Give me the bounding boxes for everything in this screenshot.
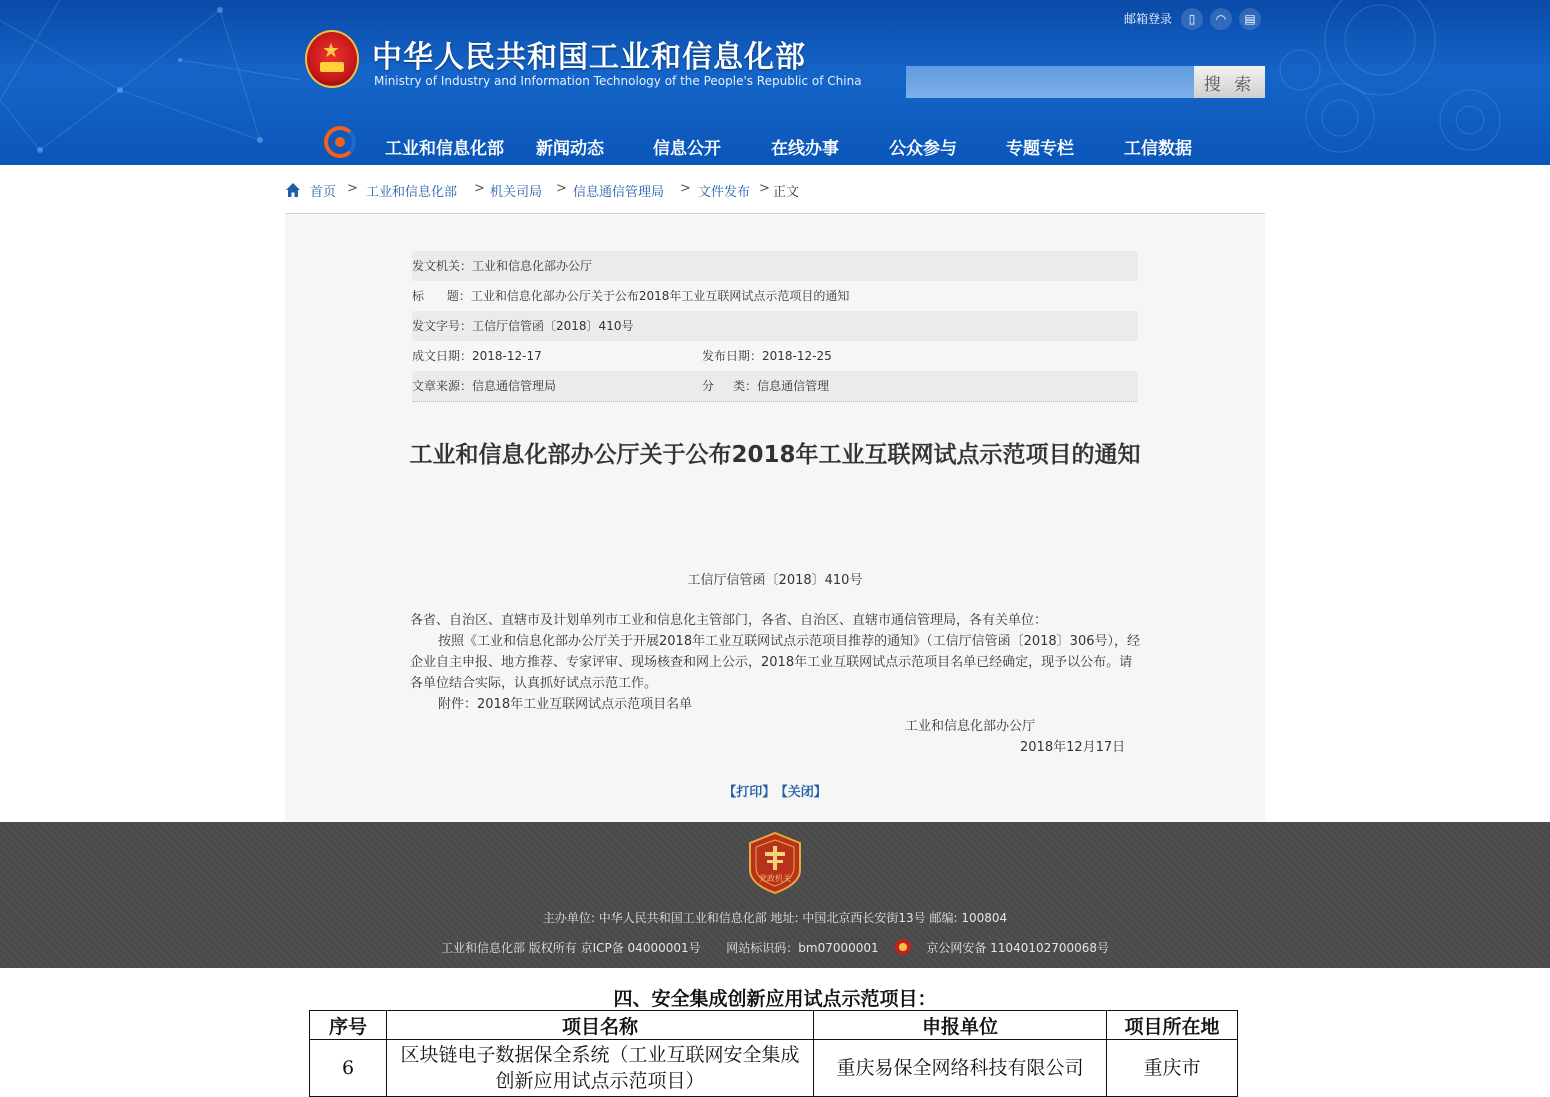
- breadcrumb: [285, 180, 1265, 214]
- cell-project-name: 区块链电子数据保全系统（工业互联网安全集成创新应用试点示范项目）: [387, 1040, 814, 1097]
- search-input[interactable]: [906, 66, 1194, 98]
- meta-category: 信息通信管理: [757, 379, 830, 393]
- meta-row-title: [412, 281, 1138, 311]
- meta-label: 发文字号：: [412, 319, 473, 333]
- attachment-heading: 四、安全集成创新应用试点示范项目：: [613, 988, 937, 1010]
- rss-icon[interactable]: ◠: [1210, 8, 1232, 30]
- article-panel: [285, 215, 1265, 822]
- weibo-icon[interactable]: ▤: [1239, 8, 1261, 30]
- footer-copyright[interactable]: 工业和信息化部 版权所有 京ICP备 04000001号: [440, 941, 701, 955]
- close-link[interactable]: 【关闭】: [781, 785, 827, 800]
- meta-doc-number: 工信厅信管函〔2018〕410号: [472, 319, 634, 333]
- meta-label: 发布日期：: [702, 349, 763, 363]
- breadcrumb-home[interactable]: 首页: [310, 185, 337, 200]
- site-footer: [0, 822, 1550, 968]
- police-badge-icon[interactable]: [895, 939, 911, 955]
- meta-published-date: 2018-12-25: [762, 349, 832, 363]
- column-header-name: 项目名称: [387, 1011, 814, 1040]
- breadcrumb-documents[interactable]: 文件发布: [698, 185, 751, 200]
- site-header: [0, 0, 1550, 165]
- national-emblem-icon[interactable]: [305, 30, 359, 88]
- mobile-icon[interactable]: ▯: [1181, 8, 1203, 30]
- attachment-table: [309, 1010, 1238, 1097]
- breadcrumb-separator: >: [680, 181, 691, 196]
- document-number: 工信厅信管函〔2018〕410号: [687, 573, 863, 588]
- meta-created-date: 2018-12-17: [472, 349, 542, 363]
- breadcrumb-bureau[interactable]: 信息通信管理局: [573, 185, 665, 200]
- meta-row-doc-number: [412, 311, 1138, 341]
- ministry-logo-icon[interactable]: [324, 126, 356, 158]
- meta-issuer: 工业和信息化部办公厅: [472, 259, 593, 273]
- breadcrumb-current: 正文: [773, 185, 800, 200]
- breadcrumb-separator: >: [347, 181, 358, 196]
- nav-item-data[interactable]: 工信数据: [1124, 139, 1192, 159]
- document-title: 工业和信息化部办公厅关于公布2018年工业互联网试点示范项目的通知: [409, 442, 1141, 468]
- nav-item-news[interactable]: 新闻动态: [536, 139, 604, 159]
- meta-label: 文章来源：: [412, 379, 473, 393]
- document-signer: 工业和信息化部办公厅: [905, 719, 1036, 734]
- table-header-row: [310, 1011, 1238, 1040]
- search-button[interactable]: 搜 索: [1194, 66, 1265, 98]
- breadcrumb-departments[interactable]: 机关司局: [490, 185, 543, 200]
- meta-row-issuer: [412, 251, 1138, 281]
- breadcrumb-separator: >: [474, 181, 485, 196]
- nav-item-ministry[interactable]: 工业和信息化部: [385, 139, 504, 159]
- meta-label: 标 题：: [412, 289, 471, 303]
- footer-registration-info: [0, 939, 1550, 956]
- star-icon: ★: [322, 38, 340, 62]
- cell-no: 6: [310, 1040, 387, 1097]
- party-government-badge-icon[interactable]: [748, 832, 802, 894]
- meta-label: 成文日期：: [412, 349, 473, 363]
- document-attachment-note: 附件：2018年工业互联网试点示范项目名单: [438, 697, 693, 712]
- meta-label: 发文机关：: [412, 259, 473, 273]
- home-icon[interactable]: [285, 182, 301, 198]
- cell-location: 重庆市: [1107, 1040, 1238, 1097]
- document-salutation: 各省、自治区、直辖市及计划单列市工业和信息化主管部门，各省、自治区、直辖市通信管理局，各有关单位：: [410, 613, 1048, 628]
- print-link[interactable]: 【打印】: [723, 785, 776, 800]
- footer-organizer-info: 主办单位: 中华人民共和国工业和信息化部 地址: 中国北京西长安街13号 邮编: 100804: [542, 911, 1008, 925]
- footer-police-record[interactable]: 京公网安备 11040102700068号: [926, 941, 1110, 955]
- gate-shape: [320, 62, 344, 72]
- meta-published-group: [702, 341, 832, 371]
- footer-site-id: 网站标识码：bm07000001: [726, 941, 879, 955]
- nav-item-special-topics[interactable]: 专题专栏: [1006, 139, 1074, 159]
- meta-row-dates: [412, 341, 1138, 371]
- meta-source: 信息通信管理局: [472, 379, 557, 393]
- nav-item-info-disclosure[interactable]: 信息公开: [653, 139, 721, 159]
- column-header-unit: 申报单位: [814, 1011, 1107, 1040]
- meta-title: 工业和信息化部办公厅关于公布2018年工业互联网试点示范项目的通知: [470, 289, 850, 303]
- nav-item-online-service[interactable]: 在线办事: [771, 139, 839, 159]
- document-paragraph: 按照《工业和信息化部办公厅关于开展2018年工业互联网试点示范项目推荐的通知》（工信厅信管函〔2018〕306号），经企业自主申报、地方推荐、专家评审、现场核查和网上公示，2018年工业互联网试点示范项目名单已经确定，现予以公布。请各单位结合实际，认真抓好试点示范工作。: [410, 634, 1140, 691]
- print-close-links: [285, 781, 1265, 800]
- column-header-location: 项目所在地: [1107, 1011, 1238, 1040]
- meta-row-source: [412, 371, 1138, 401]
- breadcrumb-separator: >: [556, 181, 567, 196]
- document-date: 2018年12月17日: [1020, 740, 1126, 755]
- mail-login-link[interactable]: 邮箱登录: [1124, 12, 1173, 26]
- column-header-no: 序号: [310, 1011, 387, 1040]
- document-body: [410, 610, 1140, 715]
- site-title[interactable]: 中华人民共和国工业和信息化部: [372, 40, 806, 75]
- meta-category-group: [702, 371, 829, 401]
- breadcrumb-separator: >: [759, 181, 770, 196]
- badge-text: 党政机关: [759, 874, 791, 883]
- cell-unit: 重庆易保全网络科技有限公司: [814, 1040, 1107, 1097]
- site-subtitle: Ministry of Industry and Information Technology of the People's Republic of China: [374, 74, 862, 88]
- meta-divider: [412, 401, 1138, 402]
- nav-item-public-participation[interactable]: 公众参与: [889, 139, 957, 159]
- table-row: [310, 1040, 1238, 1097]
- meta-label: 分 类：: [702, 379, 758, 393]
- breadcrumb-ministry[interactable]: 工业和信息化部: [366, 185, 458, 200]
